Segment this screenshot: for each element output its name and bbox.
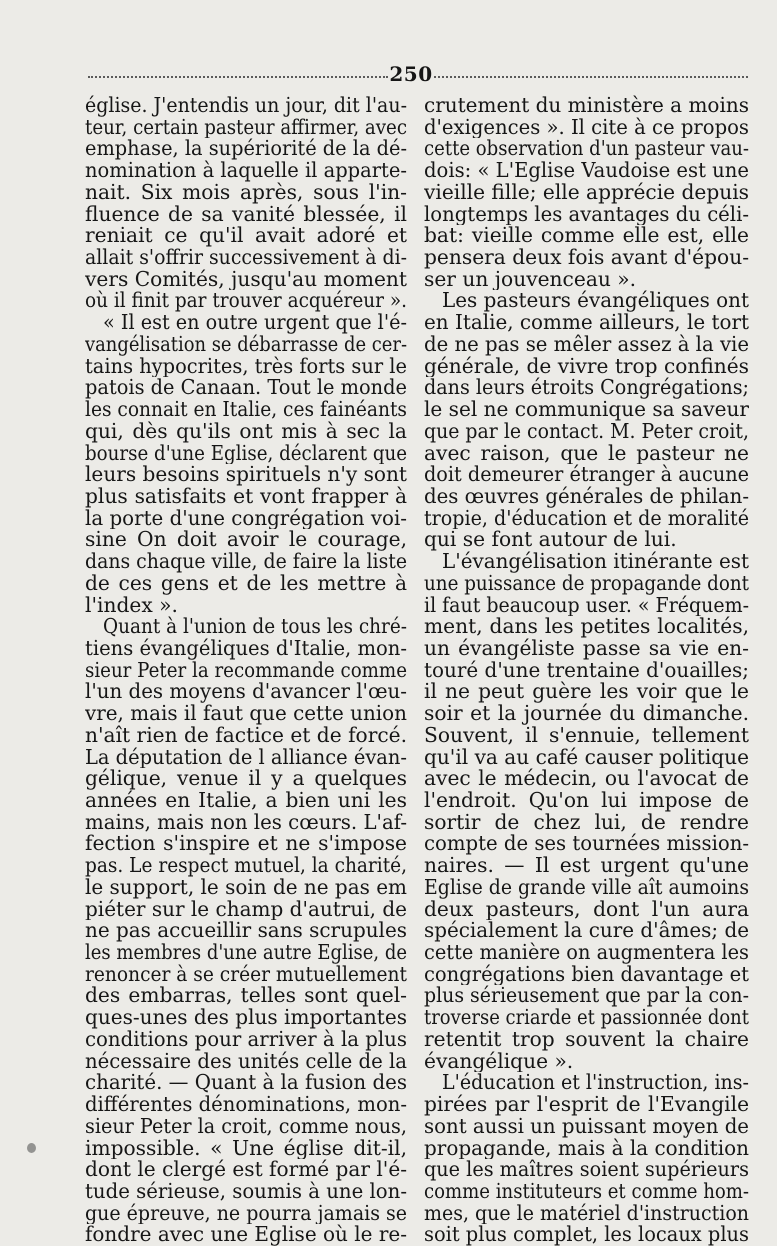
page-number: 250 bbox=[389, 62, 433, 86]
text-line: tiens évangéliques d'Italie, mon- bbox=[85, 637, 407, 660]
header-rule-right bbox=[434, 76, 748, 78]
text-line: propagande, mais à la condition bbox=[424, 1137, 749, 1160]
text-line: dont le clergé est formé par l'é- bbox=[85, 1159, 407, 1181]
text-line: ne pas accueillir sans scrupules bbox=[85, 920, 407, 943]
text-line: de ces gens et de les mettre à bbox=[85, 572, 407, 595]
text-line: il ne peut guère les voir que le bbox=[424, 681, 749, 704]
text-line: où il finit par trouver acquéreur ». bbox=[85, 290, 407, 313]
text-line: un évangéliste passe sa vie en- bbox=[424, 637, 749, 660]
text-line: troverse criarde et passionnée dont bbox=[424, 1007, 749, 1029]
text-line: qui, dès qu'ils ont mis à sec la bbox=[85, 420, 407, 443]
text-line: allait s'offrir successivement à di- bbox=[85, 247, 407, 269]
text-line: cette manière on augmentera les bbox=[424, 942, 749, 964]
text-line: années en Italie, a bien uni les bbox=[85, 790, 407, 812]
text-line: évangélique ». bbox=[424, 1050, 574, 1073]
text-line: pas. Le respect mutuel, la charité, bbox=[85, 855, 407, 877]
text-line: pensera deux fois avant d'épou- bbox=[424, 247, 749, 269]
text-line: vieille fille; elle apprécie depuis bbox=[424, 181, 749, 204]
text-line: conditions pour arriver à la plus bbox=[85, 1028, 407, 1051]
text-line: dans chaque ville, de faire la liste bbox=[85, 551, 407, 573]
text-line: de ne pas se mêler assez à la vie bbox=[424, 333, 749, 356]
text-line: en Italie, comme ailleurs, le tort bbox=[424, 312, 749, 334]
text-line: tropie, d'éducation et de moralité bbox=[424, 507, 749, 530]
text-line: teur, certain pasteur affirmer, avec bbox=[85, 116, 407, 139]
text-line: bourse d'une Eglise, déclarent que bbox=[85, 442, 407, 465]
text-line: sont aussi un puissant moyen de bbox=[424, 1115, 749, 1138]
text-line: générale, de vivre trop confinés bbox=[424, 355, 749, 378]
text-line: L'éducation et l'instruction, ins- bbox=[442, 1072, 749, 1095]
text-line: deux pasteurs, dont l'un aura bbox=[424, 898, 749, 921]
text-line: renoncer à se créer mutuellement bbox=[85, 963, 407, 986]
text-line: plus sérieusement que par la con- bbox=[424, 985, 749, 1008]
text-line: les membres d'une autre Eglise, de bbox=[85, 942, 407, 964]
text-line: fection s'inspire et ne s'impose bbox=[85, 833, 407, 856]
text-line: naires. — Il est urgent qu'une bbox=[424, 855, 749, 877]
text-line: tude sérieuse, soumis à une lon- bbox=[85, 1180, 407, 1203]
text-line: l'un des moyens d'avancer l'œu- bbox=[85, 681, 407, 704]
text-line: des embarras, telles sont quel- bbox=[85, 985, 407, 1008]
text-line: plus satisfaits et vont frapper à bbox=[85, 485, 407, 508]
text-line: Quant à l'union de tous les chré- bbox=[103, 616, 407, 638]
text-line: vre, mais il faut que cette union bbox=[85, 703, 407, 725]
text-line: mes, que le matériel d'instruction bbox=[424, 1202, 749, 1225]
text-line: reniait ce qu'il avait adoré et bbox=[85, 225, 407, 248]
text-line: piéter sur le champ d'autrui, de bbox=[85, 898, 407, 921]
text-line: soit plus complet, les locaux plus bbox=[424, 1224, 749, 1246]
text-line: le sel ne communique sa saveur bbox=[424, 399, 749, 421]
text-line: nécessaire des unités celle de la bbox=[85, 1050, 407, 1073]
text-line: La députation de l alliance évan- bbox=[85, 746, 407, 769]
text-line: longtemps les avantages du céli- bbox=[424, 203, 749, 226]
text-line: retentit trop souvent la chaire bbox=[424, 1028, 749, 1051]
text-line: une puissance de propagande dont bbox=[424, 572, 749, 595]
text-line: église. J'entendis un jour, dit l'au- bbox=[85, 95, 407, 117]
ink-smudge bbox=[27, 1143, 36, 1153]
text-line: fondre avec une Eglise où le re- bbox=[85, 1224, 407, 1246]
text-line: sieur Peter la croit, comme nous, bbox=[85, 1115, 407, 1138]
text-line: gélique, venue il y a quelques bbox=[85, 768, 407, 790]
text-line: pirées par l'esprit de l'Evangile bbox=[424, 1094, 749, 1116]
text-line: l'endroit. Qu'on lui impose de bbox=[424, 790, 749, 812]
text-line: qu'il va au café causer politique bbox=[424, 746, 749, 769]
left-text-column bbox=[85, 95, 407, 1246]
text-line: cette observation d'un pasteur vau- bbox=[424, 138, 749, 161]
text-line: ser un jouvenceau ». bbox=[424, 268, 637, 291]
text-line: compte de ses tournées mission- bbox=[424, 833, 749, 856]
text-line: patois de Canaan. Tout le monde bbox=[85, 377, 407, 400]
text-line: sortir de chez lui, de rendre bbox=[424, 811, 749, 834]
text-line: comme instituteurs et comme hom- bbox=[424, 1180, 749, 1203]
text-line: le support, le soin de ne pas em bbox=[85, 876, 407, 899]
text-line: impossible. « Une église dit-il, bbox=[85, 1137, 407, 1160]
text-line: doit demeurer étranger à aucune bbox=[424, 464, 749, 486]
text-line: mains, mais non les cœurs. L'af- bbox=[85, 811, 407, 834]
text-line: tains hypocrites, très forts sur le bbox=[85, 355, 407, 378]
text-line: il faut beaucoup user. « Fréquem- bbox=[424, 594, 749, 617]
text-line: ment, dans les petites localités, bbox=[424, 616, 749, 638]
text-line: fluence de sa vanité blessée, il bbox=[85, 203, 407, 226]
text-line: « Il est en outre urgent que l'é- bbox=[103, 312, 407, 334]
text-line: vers Comités, jusqu'au moment bbox=[85, 268, 407, 291]
page-header bbox=[88, 62, 748, 92]
text-line: L'évangélisation itinérante est bbox=[442, 551, 749, 573]
text-line: sine On doit avoir le courage, bbox=[85, 529, 407, 552]
header-rule-left bbox=[88, 76, 388, 78]
text-line: soir et la journée du dimanche. bbox=[424, 703, 749, 725]
text-line: ques-unes des plus importantes bbox=[85, 1007, 407, 1029]
text-line: la porte d'une congrégation voi- bbox=[85, 507, 407, 530]
text-line: gue épreuve, ne pourra jamais se bbox=[85, 1202, 407, 1225]
text-line: avec raison, que le pasteur ne bbox=[424, 442, 749, 465]
text-line: Les pasteurs évangéliques ont bbox=[442, 290, 749, 313]
text-line: charité. — Quant à la fusion des bbox=[85, 1072, 407, 1095]
text-line: des œuvres générales de philan- bbox=[424, 485, 749, 508]
text-line: l'index ». bbox=[85, 594, 178, 617]
text-line: avec le médecin, ou l'avocat de bbox=[424, 768, 749, 790]
text-line: qui se font autour de lui. bbox=[424, 529, 677, 552]
text-line: emphase, la supériorité de la dé- bbox=[85, 138, 407, 161]
text-line: vangélisation se débarrasse de cer- bbox=[85, 333, 407, 356]
text-line: dans leurs étroits Congrégations; bbox=[424, 377, 749, 400]
text-line: nomination à laquelle il apparte- bbox=[85, 160, 407, 182]
text-line: Souvent, il s'ennuie, tellement bbox=[424, 724, 749, 747]
right-text-column bbox=[424, 95, 749, 1246]
text-line: d'exigences ». Il cite à ce propos bbox=[424, 116, 749, 139]
text-line: sieur Peter la recommande comme bbox=[85, 659, 407, 682]
text-line: que les maîtres soient supérieurs bbox=[424, 1159, 749, 1181]
text-line: que par le contact. M. Peter croit, bbox=[424, 420, 749, 443]
text-line: crutement du ministère a moins bbox=[424, 95, 749, 117]
text-line: nait. Six mois après, sous l'in- bbox=[85, 181, 407, 204]
text-line: bat: vieille comme elle est, elle bbox=[424, 225, 749, 248]
text-line: les connait en Italie, ces fainéants bbox=[85, 399, 407, 421]
text-line: congrégations bien davantage et bbox=[424, 963, 749, 986]
text-line: n'aît rien de factice et de forcé. bbox=[85, 724, 407, 747]
text-line: dois: « L'Eglise Vaudoise est une bbox=[424, 160, 749, 182]
text-line: touré d'une trentaine d'ouailles; bbox=[424, 659, 749, 682]
text-line: leurs besoins spirituels n'y sont bbox=[85, 464, 407, 486]
text-line: différentes dénominations, mon- bbox=[85, 1094, 407, 1116]
text-line: Eglise de grande ville aît aumoins bbox=[424, 876, 749, 899]
text-line: spécialement la cure d'âmes; de bbox=[424, 920, 749, 943]
